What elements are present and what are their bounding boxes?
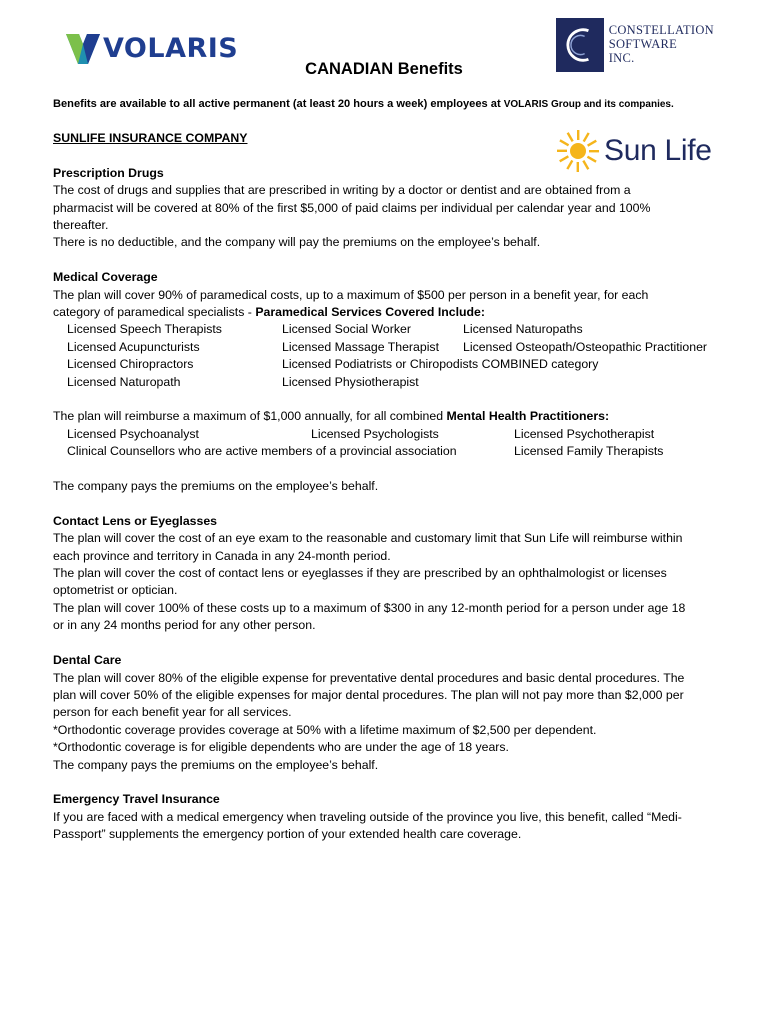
dental-line: The plan will cover 80% of the eligible expense for preventative dental procedures and basic dental procedures. The: [53, 670, 685, 685]
list-item: Licensed Psychoanalyst: [67, 426, 199, 441]
prescription-line: thereafter.: [53, 218, 109, 233]
insurer-heading: SUNLIFE INSURANCE COMPANY: [53, 131, 248, 145]
eligibility-statement: Benefits are available to all active permanent (at least 20 hours a week) employees at VOLARIS Group and its companies.: [53, 98, 674, 110]
list-item: Licensed Acupuncturists: [67, 339, 200, 354]
dental-heading: Dental Care: [53, 653, 122, 668]
lens-line: The plan will cover the cost of contact lens or eyeglasses if they are prescribed by an ophthalmologist or licenses: [53, 566, 667, 581]
list-row: [53, 339, 723, 356]
travel-heading: Emergency Travel Insurance: [53, 792, 220, 807]
list-row: [53, 356, 723, 373]
list-item: Licensed Naturopaths: [463, 322, 583, 337]
sunlife-wordmark: Sun Life: [604, 134, 712, 167]
medical-line: The plan will cover 90% of paramedical costs, up to a maximum of $500 per person in a benefit year, for each: [53, 287, 649, 302]
list-item: Licensed Physiotherapist: [282, 374, 419, 389]
medical-line: category of paramedical specialists - Paramedical Services Covered Include:: [53, 305, 485, 320]
list-row: [53, 374, 723, 391]
lens-line: or in any 24 months period for any other person.: [53, 618, 316, 633]
list-item: Licensed Naturopath: [67, 374, 181, 389]
volaris-wordmark: VOLARIS: [103, 33, 239, 64]
list-item: Licensed Massage Therapist: [282, 339, 439, 354]
prescription-line: The cost of drugs and supplies that are prescribed in writing by a doctor or dentist and are obtained from a: [53, 183, 631, 198]
list-item: Licensed Psychotherapist: [514, 426, 655, 441]
lens-heading: Contact Lens or Eyeglasses: [53, 513, 218, 528]
prescription-line: pharmacist will be covered at 80% of the first $5,000 of paid claims per individual per calendar year and 100%: [53, 200, 651, 215]
list-row: [53, 321, 723, 338]
list-item: Licensed Psychologists: [311, 426, 439, 441]
travel-line: If you are faced with a medical emergency when traveling outside of the province you live, this benefit, called “Medi-: [53, 809, 682, 824]
lens-line: each province and territory in Canada in any 24-month period.: [53, 548, 391, 563]
constellation-wordmark: CONSTELLATION SOFTWARE INC.: [608, 23, 714, 65]
list-item: Licensed Podiatrists or Chiropodists COMBINED category: [282, 357, 599, 372]
lens-line: The plan will cover the cost of an eye exam to the reasonable and customary limit that Sun Life will reimburse within: [53, 531, 683, 546]
lens-line: The plan will cover 100% of these costs up to a maximum of $300 in any 12-month period for a person under age 18: [53, 600, 686, 615]
list-row: [53, 426, 723, 443]
list-item: Clinical Counsellors who are active members of a provincial association: [67, 444, 457, 459]
list-item: Licensed Social Worker: [282, 322, 411, 337]
list-item: Licensed Chiropractors: [67, 357, 194, 372]
mental-health-line: The plan will reimburse a maximum of $1,000 annually, for all combined Mental Health Practitioners:: [53, 409, 610, 424]
benefits-body: [53, 130, 723, 844]
dental-line: person for each benefit year for all services.: [53, 705, 292, 720]
travel-line: Passport” supplements the emergency portion of your extended health care coverage.: [53, 827, 522, 842]
list-item: Licensed Speech Therapists: [67, 322, 222, 337]
list-item: Licensed Family Therapists: [514, 444, 664, 459]
mental-health-list: [53, 426, 723, 461]
dental-line: *Orthodontic coverage is for eligible dependents who are under the age of 18 years.: [53, 740, 509, 755]
dental-line: *Orthodontic coverage provides coverage at 50% with a lifetime maximum of $2,500 per dependent.: [53, 722, 597, 737]
list-item: Licensed Osteopath/Osteopathic Practitioner: [463, 339, 708, 354]
dental-line: plan will cover 50% of the eligible expenses for major dental procedures. The plan will not pay more than $2,000 per: [53, 687, 684, 702]
list-row: [53, 443, 723, 460]
premiums-note: The company pays the premiums on the employee’s behalf.: [53, 479, 379, 494]
paramedical-list: [53, 321, 723, 391]
page-title: CANADIAN Benefits: [305, 60, 463, 78]
prescription-heading: Prescription Drugs: [53, 165, 164, 180]
dental-line: The company pays the premiums on the employee’s behalf.: [53, 757, 379, 772]
lens-line: optometrist or optician.: [53, 583, 178, 598]
medical-heading: Medical Coverage: [53, 270, 158, 285]
prescription-line: There is no deductible, and the company will pay the premiums on the employee’s behalf.: [53, 235, 541, 250]
